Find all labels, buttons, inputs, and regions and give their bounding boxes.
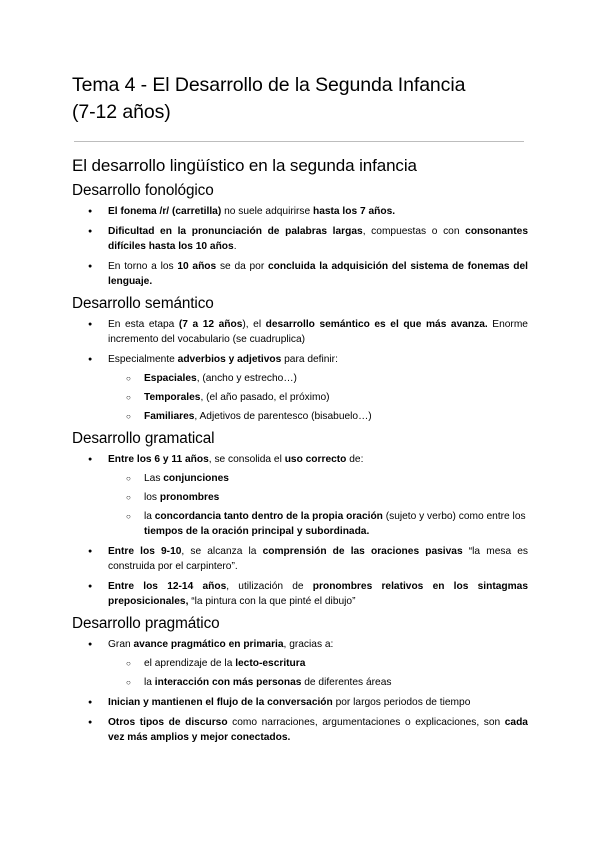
semantico-sublist [108, 371, 528, 424]
section-heading-fonologico: Desarrollo fonológico [72, 182, 214, 199]
list-item: ● Entre los 6 y 11 años, se consolida el uso correcto de: ○ Las conjunciones ○ los pronombres ○ la concordancia tanto dentro de la propia oración (sujeto y verbo) como entre los tiempos de la oración principal y subordinada. [72, 452, 528, 539]
fonologico-list [72, 204, 528, 289]
sublist-item: ○ Temporales, (el año pasado, el próximo) [108, 390, 528, 405]
section-heading-gramatical: Desarrollo gramatical [72, 430, 215, 447]
document-page [72, 72, 528, 750]
semantico-list [72, 317, 528, 424]
sublist-item: ○ Espaciales, (ancho y estrecho…) [108, 371, 528, 386]
sublist-item: ○ la interacción con más personas de diferentes áreas [108, 675, 528, 690]
sublist-item: ○ la concordancia tanto dentro de la propia oración (sujeto y verbo) como entre los tiempos de la oración principal y subordinada. [108, 509, 528, 539]
document-title [72, 72, 528, 126]
list-item: ● Gran avance pragmático en primaria, gracias a: ○ el aprendizaje de la lecto-escritura ○ la interacción con más personas de diferentes áreas [72, 637, 528, 690]
gramatical-sublist [108, 471, 528, 539]
sublist-item: ○ Familiares, Adjetivos de parentesco (bisabuelo…) [108, 409, 528, 424]
document-title-line2: (7-12 años) [72, 101, 171, 123]
main-heading: El desarrollo lingüístico en la segunda infancia [72, 156, 417, 175]
title-divider [74, 141, 524, 142]
list-item: ● Inician y mantienen el flujo de la conversación por largos periodos de tiempo [72, 695, 528, 710]
pragmatico-list [72, 637, 528, 745]
section-heading-semantico: Desarrollo semántico [72, 295, 214, 312]
pragmatico-sublist [108, 656, 528, 690]
list-item: ● Entre los 9-10, se alcanza la comprensión de las oraciones pasivas “la mesa es construida por el carpintero”. [72, 544, 528, 574]
list-item: ● Otros tipos de discurso como narraciones, argumentaciones o explicaciones, son cada vez más amplios y mejor conectados. [72, 715, 528, 745]
gramatical-list [72, 452, 528, 609]
list-item: ● El fonema /r/ (carretilla) no suele adquirirse hasta los 7 años. [72, 204, 528, 219]
list-item: ● Dificultad en la pronunciación de palabras largas, compuestas o con consonantes difíciles hasta los 10 años. [72, 224, 528, 254]
sublist-item: ○ el aprendizaje de la lecto-escritura [108, 656, 528, 671]
sublist-item: ○ Las conjunciones [108, 471, 528, 486]
list-item: ● En esta etapa (7 a 12 años), el desarrollo semántico es el que más avanza. Enorme incremento del vocabulario (se cuadruplica) [72, 317, 528, 347]
sublist-item: ○ los pronombres [108, 490, 528, 505]
list-item: ● Entre los 12-14 años, utilización de pronombres relativos en los sintagmas preposicionales, “la pintura con la que pinté el dibujo” [72, 579, 528, 609]
document-title-line1: Tema 4 - El Desarrollo de la Segunda Infancia [72, 74, 466, 96]
list-item: ● Especialmente adverbios y adjetivos para definir: ○ Espaciales, (ancho y estrecho…) ○ Temporales, (el año pasado, el próximo) ○ Familiares, Adjetivos de parentesco (bisabuelo…) [72, 352, 528, 424]
list-item: ● En torno a los 10 años se da por concluida la adquisición del sistema de fonemas del lenguaje. [72, 259, 528, 289]
section-heading-pragmatico: Desarrollo pragmático [72, 615, 220, 632]
